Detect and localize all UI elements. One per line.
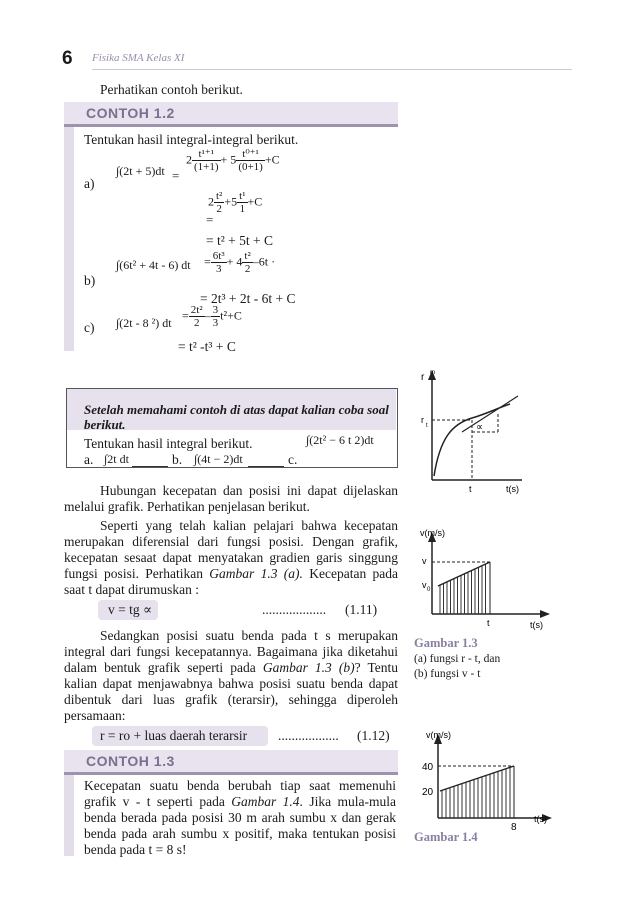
example-instruction: Tentukan hasil integral-integral berikut. bbox=[84, 132, 299, 147]
x-axis-label: t(s) bbox=[506, 484, 519, 494]
figure-1-3a-graph bbox=[418, 368, 528, 494]
fraction-denominator: (1+1) bbox=[194, 161, 219, 173]
item-c-label: c) bbox=[84, 320, 95, 335]
figure-reference: Gambar 1.4 bbox=[231, 794, 300, 809]
equation-number: (1.12) bbox=[357, 728, 390, 743]
figure-1-3-caption-title: Gambar 1.3 bbox=[414, 636, 478, 650]
fraction-numerator: 3 bbox=[212, 304, 219, 316]
fraction-denominator: 2 bbox=[193, 317, 200, 329]
item-c-integral bbox=[116, 316, 172, 331]
fraction-denominator: 3 bbox=[215, 263, 222, 275]
fraction-numerator: t² bbox=[244, 250, 251, 262]
paragraph-2 bbox=[64, 518, 398, 598]
fraction-denominator: 3 bbox=[212, 317, 219, 329]
exercise-instruction: Tentukan hasil integral berikut. bbox=[84, 436, 253, 451]
paragraph-text: Sedangkan posisi suatu benda pada t s merupakan integral dari fungsi kecepatannya. Bagaimana jika diketahui dalam bentuk grafik seperti pada bbox=[64, 628, 398, 675]
item-b-label: b) bbox=[84, 273, 96, 288]
item-b-result: = 2t³ + 2t - 6t + C bbox=[200, 291, 296, 306]
item-b-step1: = $\frac{\text{6t³}}{3}$ + 4 $\frac{\text{t²}}{2}$ –6t · bbox=[204, 250, 276, 275]
example-1-3-title: CONTOH 1.3 bbox=[86, 753, 175, 769]
exercise-b-label: b. bbox=[172, 452, 183, 467]
item-c-step1: = $\frac{\text{2t²}}{2}$ – $\frac{3}{3}$ t²+C bbox=[182, 304, 242, 329]
fraction-numerator: t¹ bbox=[239, 190, 246, 202]
exercise-c-expr: ∫(2t² − 6 t 2)dt bbox=[306, 433, 374, 447]
example-1-3-header bbox=[64, 750, 398, 772]
fraction-denominator: 2 bbox=[244, 263, 251, 275]
v-label: v bbox=[422, 556, 427, 566]
exercise-c-label: c. bbox=[288, 452, 298, 467]
equals-sign: = bbox=[206, 212, 214, 227]
figure-reference: Gambar 1.3 (a). bbox=[209, 566, 303, 581]
equation-1-12: r = ro + luas daerah terarsir bbox=[100, 728, 248, 743]
x-axis-label: t(s) bbox=[530, 620, 543, 630]
item-a-label: a) bbox=[84, 176, 95, 191]
page-number: 6 bbox=[62, 48, 73, 69]
equals-sign: = bbox=[172, 168, 180, 183]
figure-1-4-caption-title: Gambar 1.4 bbox=[414, 830, 478, 844]
rt-subscript: t bbox=[426, 423, 428, 429]
integral-expression: ∫(2t + 5)dt bbox=[116, 164, 165, 178]
exercise-b-expr: ∫(4t − 2)dt bbox=[194, 452, 243, 466]
fraction-numerator: 2t² bbox=[190, 304, 203, 316]
example-1-3-text bbox=[84, 778, 396, 858]
equation-dots: ................... bbox=[262, 602, 327, 617]
y-tick-40: 40 bbox=[422, 762, 434, 773]
equation-dots: .................. bbox=[278, 728, 339, 743]
item-a-integral bbox=[116, 164, 165, 179]
v-axis-label: v(m/s) bbox=[426, 730, 451, 740]
paragraph-text: Seperti yang telah kalian pelajari bahwa kecepatan merupakan diferensial dari fungsi posisi. Dengan grafik, kecepatan sesaat dapat menyatakan gradien garis singgung fungsi posisi. Perhatikan bbox=[64, 518, 398, 581]
fraction-numerator: t⁰⁺¹ bbox=[236, 148, 265, 161]
r-axis-label: r bbox=[421, 372, 425, 383]
equation-1-11: v = tg ∝ bbox=[108, 602, 153, 617]
paragraph-text: . Jika mula-mula benda berada pada posisi 30 m arah sumbu x dan gerak benda pada arah sumbu x positif, maka tentukan posisi benda pada t = 8 s! bbox=[84, 794, 396, 857]
t-tick-label: t bbox=[469, 484, 472, 494]
figure-1-3b-graph bbox=[418, 526, 558, 632]
example-sidebar bbox=[64, 105, 74, 351]
figure-1-4-graph bbox=[418, 726, 558, 836]
t-tick-label: t bbox=[487, 618, 490, 628]
exercise-prompt: Setelah memahami contoh di atas dapat kalian coba soal berikut. bbox=[84, 402, 389, 432]
r-axis-superscript: m bbox=[430, 370, 435, 376]
fraction-denominator: 2 bbox=[216, 203, 222, 215]
example-1-2-header bbox=[64, 102, 398, 124]
running-title: Fisika SMA Kelas XI bbox=[92, 52, 185, 64]
rt-label: r bbox=[421, 415, 424, 425]
fraction-denominator: 1 bbox=[239, 203, 246, 215]
figure-1-3-caption-a: (a) fungsi r - t, dan bbox=[414, 653, 501, 665]
item-c-result: = t² -t³ + C bbox=[178, 339, 236, 354]
alpha-symbol: ∝ bbox=[476, 422, 484, 433]
paragraph-text: ? Tentu kalian dapat menjawabnya bahwa posisi suatu benda dapat dibentuk dari luas grafik (terarsir), sehingga diperoleh persamaan: bbox=[64, 660, 398, 723]
v0-subscript: 0 bbox=[427, 587, 431, 593]
paragraph-3 bbox=[64, 628, 398, 724]
paragraph-text: Kecepatan pada saat t dapat dirumuskan : bbox=[64, 566, 398, 597]
exercise-a-expr: ∫2t dt bbox=[104, 452, 129, 466]
exercise-a-label: a. bbox=[84, 452, 94, 467]
item-a-result: = t² + 5t + C bbox=[206, 233, 274, 248]
item-b-integral bbox=[116, 258, 191, 273]
example-underline bbox=[64, 772, 398, 775]
fraction-numerator: t¹⁺¹ bbox=[192, 148, 221, 161]
item-a-step1: 2 $\frac{\text{t¹⁺¹}}{(1+1)}$ + 5 $\frac{\text{t⁰⁺¹}}{(0+1)}$ +C bbox=[186, 148, 280, 173]
x-tick-8: 8 bbox=[511, 822, 517, 833]
fraction-denominator: (0+1) bbox=[238, 161, 263, 173]
x-axis-label: t(s) bbox=[534, 814, 547, 824]
example-1-2-title: CONTOH 1.2 bbox=[86, 105, 175, 121]
v-axis-label: v(m/s) bbox=[420, 528, 445, 538]
figure-1-3-caption-b: (b) fungsi v - t bbox=[414, 668, 481, 680]
fraction-numerator: t² bbox=[216, 190, 223, 202]
v0-label: v bbox=[422, 580, 427, 590]
figure-reference: Gambar 1.3 (b) bbox=[262, 660, 355, 675]
y-tick-20: 20 bbox=[422, 787, 434, 798]
item-a-step2: 2 $\frac{\text{t²}}{2}$ +5 $\frac{\text{t¹}}{1}$ +C bbox=[208, 190, 263, 215]
intro-text: Perhatikan contoh berikut. bbox=[100, 82, 243, 97]
answer-blank bbox=[132, 466, 168, 467]
answer-blank bbox=[248, 466, 284, 467]
example-underline bbox=[64, 124, 398, 127]
header-rule bbox=[92, 69, 572, 70]
fraction-numerator: 6t³ bbox=[212, 250, 225, 262]
integral-expression: ∫(6t² + 4t - 6) dt bbox=[116, 258, 191, 272]
paragraph-1: Hubungan kecepatan dan posisi ini dapat dijelaskan melalui grafik. Perhatikan penjelasan berikut. bbox=[64, 483, 398, 514]
equation-number: (1.11) bbox=[345, 602, 378, 617]
integral-expression: ∫(2t - 8 ²) dt bbox=[116, 316, 172, 330]
paragraph-text: Kecepatan suatu benda berubah tiap saat memenuhi grafik v - t seperti pada bbox=[84, 778, 396, 809]
